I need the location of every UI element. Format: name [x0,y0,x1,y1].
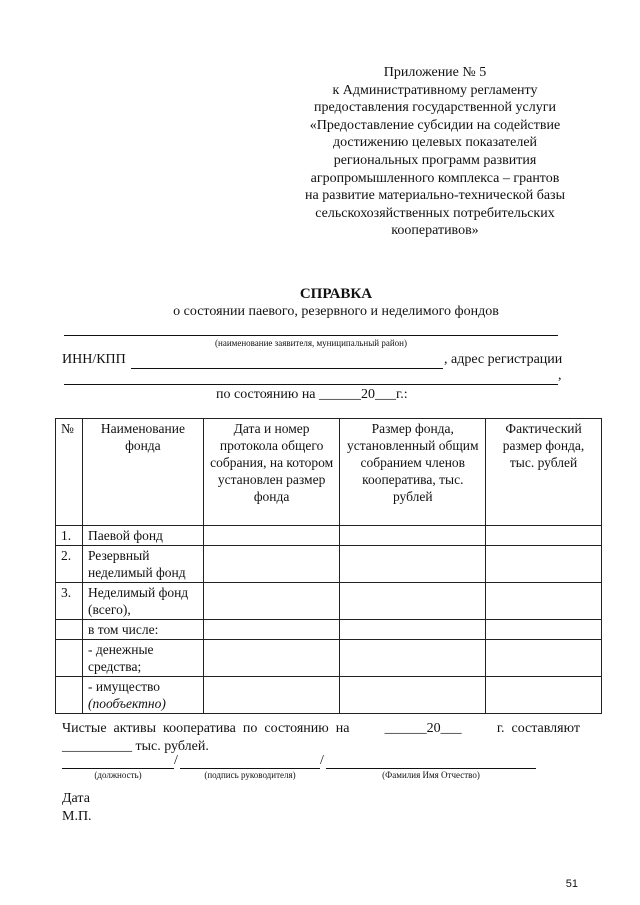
row-fund-name: Паевой фонд [82,526,203,546]
applicant-name-line [64,335,558,336]
header-fund-name: Наименование фонда [82,419,203,526]
table-row [56,677,602,714]
full-name-caption: (Фамилия Имя Отчество) [382,770,480,780]
row-cell [486,620,602,640]
row-fund-name-text: - имущество [87,679,161,694]
row-cell [203,677,340,714]
row-fund-name [82,677,203,714]
row-fund-name: - денежные средства; [82,640,203,677]
row-fund-name: Резервный неделимый фонд [82,546,203,583]
appendix-line: Приложение № 5 [383,65,487,80]
appendix-line: предоставления государственной услуги [314,100,556,116]
row-cell [340,546,486,583]
address-label: , адрес регистрации [444,352,563,367]
date-label: Дата [62,791,90,806]
row-cell [486,640,602,677]
net-assets-amount: __________ тыс. рублей. [62,739,209,754]
document-title: СПРАВКА [299,286,373,302]
header-number: № [56,419,83,526]
row-cell [203,526,340,546]
row-cell [340,620,486,640]
row-cell [203,583,340,620]
row-cell [203,620,340,640]
appendix-line: сельскохозяйственных потребительских [315,205,555,221]
row-fund-name: Неделимый фонд (всего), [82,583,203,620]
page-number: 51 [565,878,578,890]
signature-line [180,768,320,769]
table-row [56,640,602,677]
stamp-label: М.П. [62,809,92,824]
net-assets-line [62,721,580,737]
table-header-row [56,419,602,526]
net-assets-prefix: Чистые активы кооператива по состоянию на [62,721,350,736]
date-prefix: по состоянию на [216,387,316,402]
appendix-line: к Административному регламенту [332,82,538,98]
table-row [56,620,602,640]
row-cell [486,583,602,620]
row-number [56,640,83,677]
full-name-line [326,768,536,769]
date-blank-1: ______ [319,387,362,402]
appendix-line: «Предоставление субсидии на содействие [309,117,561,133]
row-number: 1. [56,526,83,546]
address-comma: , [558,368,562,383]
table-row [56,583,602,620]
appendix-line: достижению целевых показателей [332,135,538,151]
inn-blank-line [131,368,443,369]
appendix-line: на развитие материально-технической базы [305,188,565,204]
net-assets-blank: ______20___ [384,721,462,736]
inn-label: ИНН/КПП [62,352,126,367]
funds-table [55,418,602,714]
date-blank-2: ___ [375,387,397,402]
header-fund-size-actual: Фактический размер фонда, тыс. рублей [486,419,602,526]
row-cell [203,640,340,677]
row-cell [486,526,602,546]
row-fund-name: в том числе: [82,620,203,640]
signature-caption: (подпись руководителя) [204,770,296,780]
row-cell [340,640,486,677]
row-cell [486,677,602,714]
appendix-header [300,64,570,240]
appendix-line: кооперативов» [391,223,479,239]
row-cell [340,583,486,620]
appendix-line: агропромышленного комплекса – грантов [310,170,560,186]
table-row [56,546,602,583]
row-number: 2. [56,546,83,583]
appendix-line: региональных программ развития [333,152,537,168]
header-protocol: Дата и номер протокола общего собрания, на котором установлен размер фонда [203,419,340,526]
row-cell [340,526,486,546]
row-cell [340,677,486,714]
date-suffix: г.: [396,387,408,402]
signature-slash: / [320,753,324,768]
row-number [56,620,83,640]
table-row [56,526,602,546]
address-blank-line [64,384,558,385]
row-cell [486,546,602,583]
header-fund-size-set: Размер фонда, установленный общим собранием членов кооператива, тыс. рублей [340,419,486,526]
applicant-caption: (наименование заявителя, муниципальный район) [215,338,407,348]
signature-slash: / [174,753,178,768]
position-caption: (должность) [94,770,142,780]
document-subtitle: о состоянии паевого, резервного и неделимого фондов [173,304,499,319]
row-cell [203,546,340,583]
row-fund-name-italic: (пообъектно) [87,696,166,711]
position-line [62,768,174,769]
net-assets-suffix: г. составляют [496,721,580,736]
row-number: 3. [56,583,83,620]
date-year: 20 [361,387,376,402]
date-line [216,387,408,403]
row-number [56,677,83,714]
